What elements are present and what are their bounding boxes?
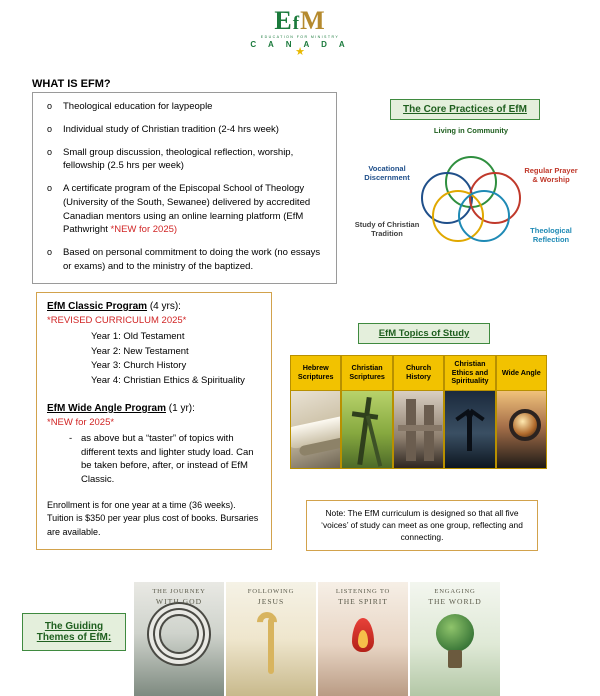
programs-box [36,292,272,550]
classic-program-heading [47,301,261,312]
bullet-marker: o [47,123,53,134]
ring-theological-reflection [458,190,510,242]
wide-angle-bullets [47,432,261,487]
cathedral-photo [393,391,444,469]
theme-engaging-the-world [410,582,500,696]
wide-angle-program-duration: (1 yr): [168,402,195,414]
list-item: Year 3: Church History [91,360,187,372]
dash-marker: - [69,432,73,444]
new-2025-note: *NEW for 2025* [47,416,115,428]
what-is-efm-list [37,100,328,274]
theme-caption-pre: THE JOURNEY [152,588,206,595]
list-item-text: Theological education for laypeople [63,101,213,112]
cross-shadow-photo [341,391,392,469]
logo-wordmark: EfM [274,6,326,35]
wide-angle-program-name: EfM Wide Angle Program [47,402,166,414]
logo-subtitle: EDUCATION FOR MINISTRY [260,35,340,39]
label-theological-reflection: Theological Reflection [530,226,572,245]
classic-program-duration: (4 yrs): [149,301,181,312]
list-item: Year 2: New Testament [91,345,189,357]
topic-column-hebrew-scriptures [290,355,341,469]
topics-title: EfM Topics of Study [378,328,470,339]
logo [250,6,350,58]
efm-logo-header [0,0,600,56]
topic-column-christian-scriptures [341,355,392,469]
topics-note: Note: The EfM curriculum is designed so that all five ‘voices’ of study can meet as one group, reflecting and connecting. [321,508,523,543]
theme-listening-to-the-spirit [318,582,408,696]
globe-tree-icon [436,614,474,652]
label-vocational-discernment: Vocational Discernment [364,164,410,183]
list-item-text: Based on personal commitment to doing the work (no essays or exams) and to the ministry of the baptized. [63,247,321,272]
list-item [47,432,261,487]
theme-following-jesus [226,582,316,696]
theme-caption-main: WITH GOD [155,596,203,606]
topic-header: Church History [393,355,444,391]
list-item: Year 1: Old Testament [91,331,185,342]
wide-angle-program-heading [47,403,261,414]
theme-caption-pre: LISTENING TO [335,588,391,595]
core-practices-diagram [352,122,582,272]
topic-header: Christian Scriptures [341,355,392,391]
core-practices-title: The Core Practices of EfM [403,104,527,115]
new-2025-highlight: *NEW for 2025) [110,224,178,236]
theme-caption [134,588,224,607]
theme-caption [410,588,500,607]
lens-photo [496,391,547,469]
list-item-text: Small group discussion, theological reflection, worship, fellowship (2.5 hrs per week) [63,146,294,172]
guiding-themes-title-box [22,613,126,651]
label-living-in-community: Living in Community [433,126,509,135]
topic-column-christian-ethics [444,355,495,469]
bullet-marker: o [47,183,53,194]
list-item-text: as above but a “taster” of topics with different texts and lighter study load. Can be taken before, after, or instead of EfM Classic. [81,432,254,486]
bullet-marker: o [47,101,53,111]
labyrinth-icon [159,614,199,654]
list-item-text: Individual study of Christian tradition (2-4 hrs week) [63,123,279,135]
flame-inner-icon [358,630,368,648]
theme-caption-main: THE WORLD [428,596,482,606]
topics-grid [290,355,547,469]
list-item: Year 4: Christian Ethics & Spirituality [91,375,245,387]
label-regular-prayer-worship: Regular Prayer & Worship [524,166,578,185]
list-item [37,146,328,174]
theme-caption [226,588,316,607]
topics-title-box [358,323,490,344]
bullet-marker: o [47,146,53,157]
logo-country: C A N A D A [250,40,350,49]
shepherds-crook-hook-icon [253,608,281,636]
bullet-marker: o [47,247,53,258]
core-practices-title-box [390,99,540,120]
topic-column-wide-angle [496,355,547,469]
globe-base-icon [448,650,462,668]
theme-caption [318,588,408,607]
guiding-themes-title: The Guiding Themes of EfM: [36,621,112,643]
list-item-text: A certificate program of the Episcopal School of Theology (University of the South, Sewanee) delivered by accredited Canadian mentors using an online learning platform (EfM Pathwright [63,183,311,236]
maple-star-icon: ★ [295,46,305,58]
list-item [37,182,328,237]
topic-column-church-history [393,355,444,469]
theme-journey-with-god [134,582,224,696]
revised-curriculum-note: *REVISED CURRICULUM 2025* [47,315,187,326]
label-study-of-christian-tradition: Study of Christian Tradition [354,220,420,239]
venn-rings [418,156,524,242]
scroll-photo [290,391,341,469]
list-item [37,123,328,137]
figure-arms-raised-photo [444,391,495,469]
theme-caption-main: JESUS [257,596,285,606]
guiding-themes-strip [134,582,500,696]
topic-header: Hebrew Scriptures [290,355,341,391]
classic-program-name: EfM Classic Program [47,301,148,312]
theme-caption-main: THE SPIRIT [338,596,388,606]
theme-caption-pre: ENGAGING [434,588,476,595]
topic-header: Wide Angle [496,355,547,391]
list-item [37,246,328,274]
enrollment-info: Enrollment is for one year at a time (36 weeks). Tuition is $350 per year plus cost of books. Bursaries are available. [47,499,259,537]
theme-caption-pre: FOLLOWING [247,588,295,595]
classic-year-list [91,330,261,389]
what-is-efm-title: WHAT IS EFM? [32,78,111,90]
list-item [37,100,328,114]
topics-note-box [306,500,538,551]
what-is-efm-box [32,92,337,284]
topic-header: Christian Ethics and Spirituality [444,355,495,391]
